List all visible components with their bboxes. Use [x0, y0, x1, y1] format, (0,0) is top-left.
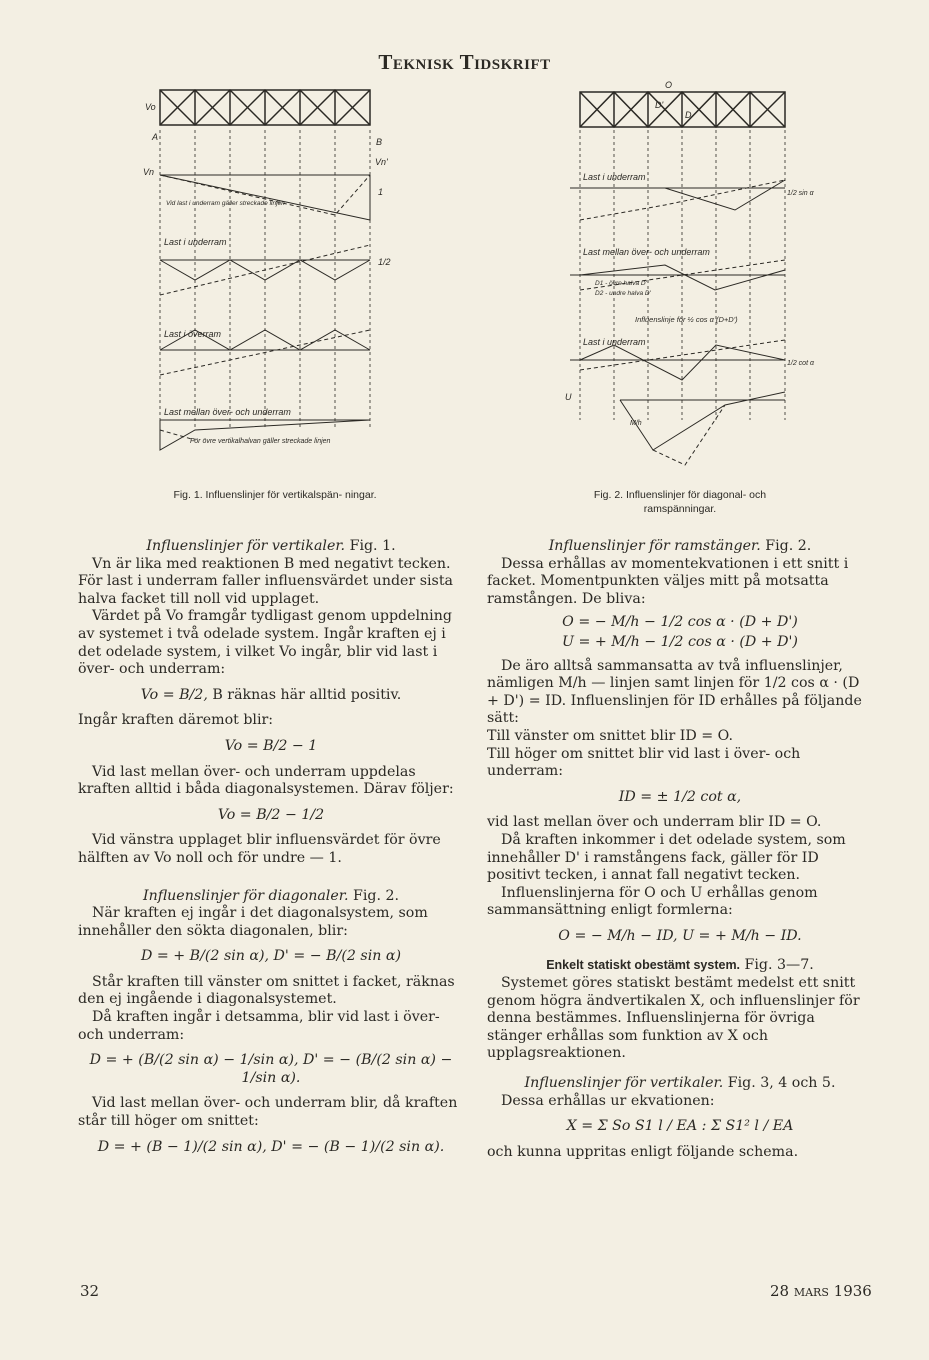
fig1-label: Vo: [145, 102, 156, 112]
paragraph: vid last mellan över och underram blir ID = O.: [487, 814, 822, 831]
fig1-label: Vn: [143, 167, 155, 177]
formula: D = + B/(2 sin α), D' = − B/(2 sin α): [141, 948, 401, 965]
section-heading: Influenslinjer för diagonaler. Fig. 2.: [142, 887, 400, 904]
left-column: [78, 538, 464, 1164]
fig1-label: Vid last i underram gäller streckade linjen: [166, 200, 285, 207]
formula: U = + M/h − 1/2 cos α · (D + D'): [562, 633, 798, 650]
fig2-line-id: [580, 345, 785, 380]
fig2-line-u: [620, 392, 785, 450]
fig1-label: Vn': [375, 157, 388, 167]
paragraph: Ingår kraften däremot blir:: [78, 712, 274, 729]
fig2-label: M/h: [630, 420, 642, 427]
fig2-truss: [580, 92, 785, 127]
figure-1-diagram: [140, 85, 400, 485]
fig2-label: Last i underram: [583, 172, 646, 182]
fig1-label: Last i överram: [164, 329, 222, 339]
paragraph: Då kraften inkommer i det odelade system, som innehåller D' i ramstångens fack, gäller för ID positivt tecken, i annat fall negativt tecken.: [487, 831, 846, 884]
formula: Vo = B/2, B räknas här alltid positiv.: [140, 686, 402, 703]
formula: Vo = B/2 − 1/2: [217, 806, 325, 823]
paragraph: Systemet göres statiskt bestämt medelst ett snitt genom högra ändvertikalen X, och influenslinjer för denna bestämmes. Influenslinjerna för övriga stänger erhållas som funktion av X och upplagsreaktionen.: [487, 975, 860, 1062]
section-heading: Influenslinjer för ramstänger. Fig. 2.: [548, 538, 812, 554]
paragraph: Vid vänstra upplaget blir influensvärdet för övre hälften av Vo noll och för undre — 1.: [78, 832, 441, 866]
issue-date: 28 mars 1936: [770, 1282, 872, 1300]
paragraph: När kraften ej ingår i det diagonalsystem, som innehåller den sökta diagonalen, blir:: [78, 905, 428, 939]
fig1-label: 1/2: [378, 257, 391, 267]
section-heading: Influenslinjer för vertikaler. Fig. 1.: [146, 538, 396, 554]
paragraph: Dessa erhållas ur ekvationen:: [501, 1092, 715, 1109]
paragraph: Vid last mellan över- och underram blir, då kraften står till höger om snittet:: [78, 1095, 458, 1130]
fig2-label: U: [565, 392, 572, 402]
figure-2-caption: Fig. 2. Influenslinjer för diagonal- och ramspänningar.: [593, 489, 767, 515]
figure-1-caption: Fig. 1. Influenslinjer för vertikalspän- ningar.: [173, 489, 377, 501]
formula: O = − M/h − 1/2 cos α · (D + D'): [562, 614, 798, 631]
paragraph: Värdet på Vo framgår tydligast genom uppdelning av systemet i två odelade system. Ingår kraften ej i det odelade system, i vilket Vo ingår, blir vid last i över- och underram:: [78, 608, 452, 678]
fig2-label: Last mellan över- och underram: [583, 247, 710, 257]
fig1-label: A: [152, 132, 159, 142]
section-heading: Enkelt statiskt obestämt system. Fig. 3—7.: [546, 957, 814, 974]
fig2-label: D: [685, 110, 692, 120]
formula: X = Σ So S1 l / EA : Σ S1² l / EA: [566, 1118, 794, 1135]
paragraph: och kunna uppritas enligt följande schema.: [487, 1143, 799, 1160]
paragraph: Till höger om snittet blir vid last i över- och underram:: [487, 745, 801, 780]
fig2-label: 1/2 cot α: [787, 360, 814, 367]
formula: D = + (B/(2 sin α) − 1/sin α), D' = − (B/(2 sin α) − 1/sin α).: [89, 1052, 453, 1086]
paragraph: Till vänster om snittet blir ID = O.: [487, 727, 733, 744]
fig1-label: 1: [378, 187, 384, 197]
formula: D = + (B − 1)/(2 sin α), D' = − (B − 1)/(2 sin α).: [97, 1138, 445, 1155]
fig1-label: För övre vertikalhalvan gäller streckade linjen: [190, 438, 331, 445]
fig2-label: D': [655, 100, 664, 110]
fig2-label: 1/2 sin α: [787, 190, 814, 197]
paragraph: Vid last mellan över- och underram uppdelas kraften alltid i båda diagonalsystemen. Därav följer:: [78, 763, 454, 798]
paragraph: Dessa erhållas av momentekvationen i ett snitt i facket. Momentpunkten väljes mitt på motsatta ramstången. De bliva:: [487, 555, 849, 607]
page-number: 32: [80, 1282, 100, 1300]
fig1-label: B: [376, 137, 383, 147]
fig2-label: D1 - övre halva D': [595, 280, 647, 287]
formula: ID = ± 1/2 cot α,: [618, 788, 742, 805]
figure-2-diagram: [525, 80, 835, 480]
paragraph: Vn är lika med reaktionen B med negativt tecken. För last i underram faller influensvärdet under sista halva facket till noll vid upplaget.: [78, 555, 453, 607]
paragraph: De äro alltså sammansatta av två influenslinjer, nämligen M/h — linjen samt linjen för 1/2 cos α · (D + D') = ID. Influenslinjen för ID erhålles på följande sätt:: [487, 657, 862, 727]
paragraph: Står kraften till vänster om snittet i facket, räknas den ej ingående i diagonalsystemet.: [78, 973, 455, 1008]
fig2-label: Influenslinje för ½ cos α (D+D'): [635, 315, 738, 324]
paragraph: Influenslinjerna för O och U erhållas genom sammansättning enligt formlerna:: [487, 884, 818, 919]
fig2-label: D2 - undre halva D': [595, 290, 651, 297]
journal-masthead: Teknisk Tidskrift: [378, 50, 551, 74]
fig2-label: Last i underram: [583, 337, 646, 347]
fig1-label: Last mellan över- och underram: [164, 407, 291, 417]
formula: O = − M/h − ID, U = + M/h − ID.: [558, 927, 802, 944]
fig1-label: Last i underram: [164, 237, 227, 247]
fig1-truss: [160, 90, 370, 125]
formula: Vo = B/2 − 1: [224, 737, 318, 754]
section-heading: Influenslinjer för vertikaler. Fig. 3, 4 och 5.: [524, 1075, 836, 1092]
right-column: [487, 538, 873, 1161]
fig2-label: O: [665, 80, 673, 90]
fig2-line-o: [580, 180, 785, 210]
paragraph: Då kraften ingår i detsamma, blir vid last i över- och underram:: [78, 1009, 440, 1043]
fig1-line-vn: [160, 175, 370, 220]
